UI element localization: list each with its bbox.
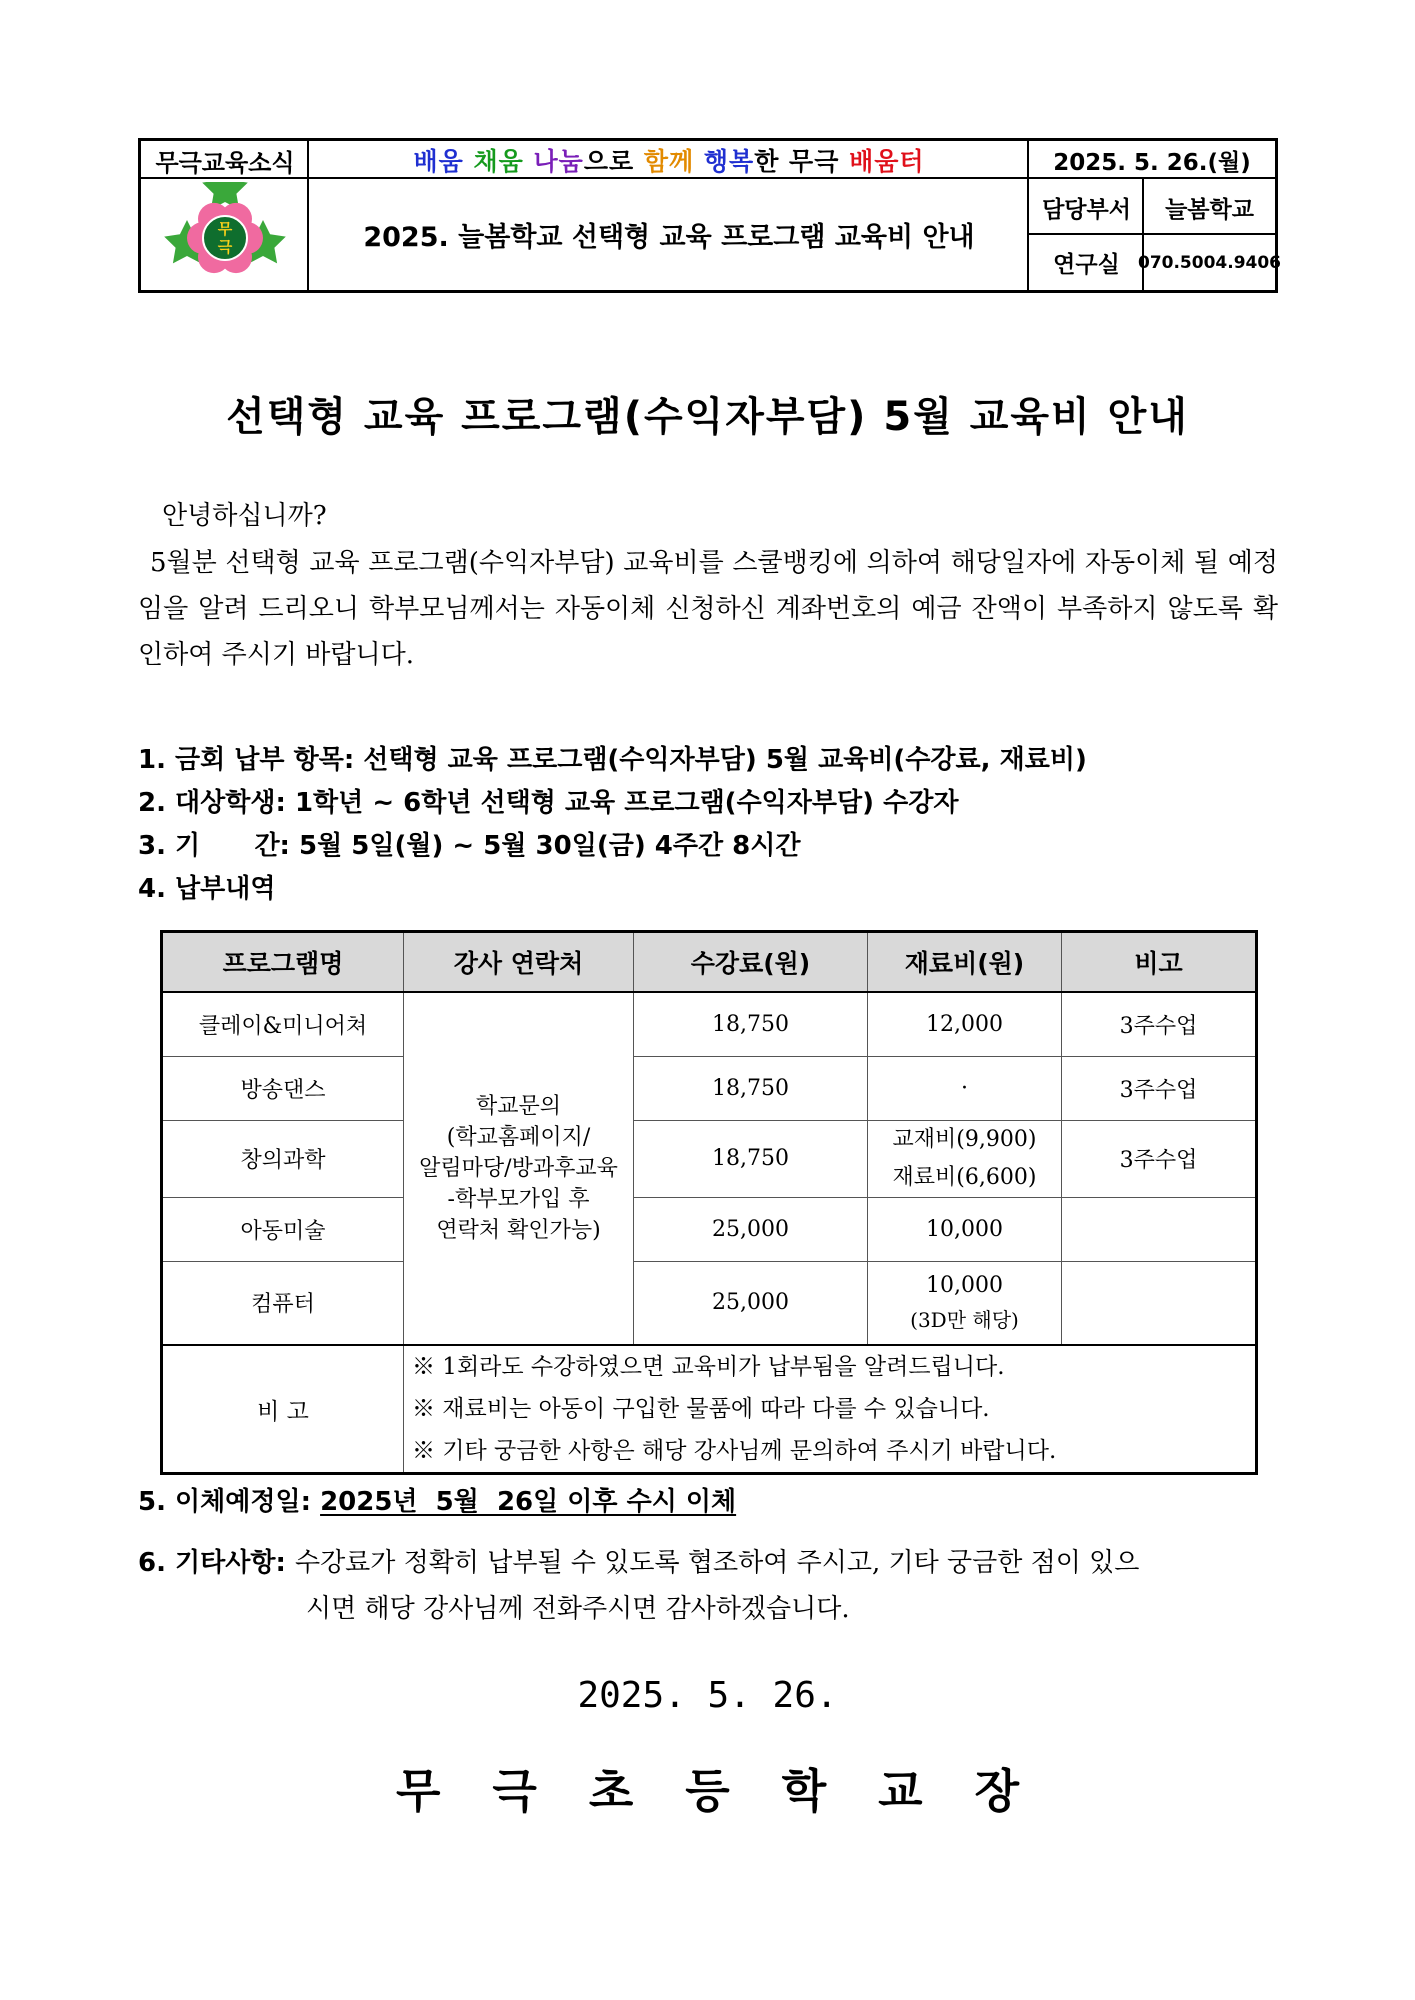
remark-line: ※ 1회라도 수강하였으면 교육비가 납부됨을 알려드립니다. [412,1354,1005,1380]
material-fee-line: 교재비(9,900) [892,1126,1037,1152]
payment-table [160,930,1258,1475]
item-5 [138,1482,1278,1522]
item-label: 5. 이체예정일: [138,1487,311,1517]
motto-word: 함께 [643,147,695,176]
material-fee: 12,000 [868,992,1062,1056]
motto-word [464,146,474,175]
material-fee [868,1120,1062,1197]
table-row [162,1056,1257,1120]
item-3 [138,826,1278,866]
material-fee-line: (3D만 해당) [910,1307,1019,1332]
school-logo [141,179,309,290]
item-label: 2. 대상학생: [138,788,286,818]
row-note: 3주수업 [1062,1120,1257,1197]
room-label: 연구실 [1053,252,1120,278]
item-6 [138,1543,1278,1583]
school-emblem-icon [155,182,295,288]
material-fee-line: 10,000 [926,1272,1003,1298]
table-row [162,1261,1257,1345]
transfer-date: 2025년 5월 26일 이후 수시 이체 [320,1487,737,1517]
motto-word: 나눔 [533,147,584,176]
item-value: 시면 해당 강사님께 전화주시면 감사하겠습니다. [306,1594,850,1624]
table-header-row [162,932,1257,993]
signature-date: 2025. 5. 26. [577,1675,838,1716]
item-label: 6. 기타사항: [138,1548,286,1578]
newsletter-header [138,138,1282,293]
item-label: 3. 기 간: [138,831,290,861]
item-value: 선택형 교육 프로그램(수익자부담) 5월 교육비(수강료, 재료비) [363,745,1087,775]
item-4 [138,869,1278,909]
tuition-fee: 18,750 [634,1120,868,1197]
item-value: 5월 5일(월) ~ 5월 30일(금) 4주간 8시간 [299,831,801,861]
school-motto [309,141,1029,179]
motto-word [694,146,704,175]
col-header-material: 재료비(원) [868,932,1062,993]
motto-word: 채움 [473,147,524,176]
remarks-text [404,1345,1257,1474]
dept-label: 담당부서 [1042,196,1131,223]
intro-paragraph: 5월분 선택형 교육 프로그램(수익자부담) 교육비를 스쿨뱅킹에 의하여 해당일자에 자동이체 될 예정임을 알려 드리오니 학부모님께서는 자동이체 신청하신 계좌번호의 예금 잔액이 부족하지 않도록 확인하여 주시기 바랍니다. [138,548,1278,670]
tuition-fee: 18,750 [634,992,868,1056]
item-1 [138,740,1278,780]
motto-word [524,146,534,175]
program-name: 창의과학 [162,1120,404,1197]
program-name: 컴퓨터 [162,1261,404,1345]
row-note [1062,1261,1257,1345]
row-note: 3주수업 [1062,1056,1257,1120]
dept-value: 늘봄학교 [1165,196,1254,223]
header-title: 2025. 늘봄학교 선택형 교육 프로그램 교육비 안내 [363,222,975,253]
col-header-program: 프로그램명 [162,932,404,993]
tuition-fee: 25,000 [634,1261,868,1345]
material-fee [868,1261,1062,1345]
col-header-contact: 강사 연락처 [404,932,634,993]
document-title: 선택형 교육 프로그램(수익자부담) 5월 교육비 안내 [226,394,1189,440]
tuition-fee: 25,000 [634,1197,868,1261]
tuition-fee: 18,750 [634,1056,868,1120]
news-label: 무극교육소식 [155,148,295,177]
program-name: 아동미술 [162,1197,404,1261]
table-row [162,1197,1257,1261]
material-fee: 10,000 [868,1197,1062,1261]
item-2 [138,783,1278,823]
remarks-label: 비 고 [162,1345,404,1474]
svg-text:극: 극 [217,237,233,256]
program-name: 클레이&미니어쳐 [162,992,404,1056]
remark-line: ※ 기타 궁금한 사항은 해당 강사님께 문의하여 주시기 바랍니다. [412,1438,1057,1464]
row-note [1062,1197,1257,1261]
header-date: 2025. 5. 26.(월) [1053,149,1251,176]
table-row [162,992,1257,1056]
motto-word: 으로 [583,147,644,176]
item-6-continued [306,1589,1278,1629]
item-value: 수강료가 정확히 납부될 수 있도록 협조하여 주시고, 기타 궁금한 점이 있으 [294,1548,1140,1578]
greeting: 안녕하십니까? [162,501,327,531]
row-note: 3주수업 [1062,992,1257,1056]
remark-line: ※ 재료비는 아동이 구입한 물품에 따라 다를 수 있습니다. [412,1396,990,1422]
col-header-fee: 수강료(원) [634,932,868,993]
instructor-contact: 학교문의 (학교홈페이지/ 알림마당/방과후교육 -학부모가입 후 연락처 확인가능) [404,992,634,1345]
item-label: 4. 납부내역 [138,874,276,904]
program-name: 방송댄스 [162,1056,404,1120]
item-value: 1학년 ~ 6학년 선택형 교육 프로그램(수익자부담) 수강자 [294,788,959,818]
item-label: 1. 금회 납부 항목: [138,745,355,775]
motto-word: 행복 [703,147,755,176]
school-principal: 무극초등학교장 [395,1764,1072,1818]
phone-number: 070.5004.9406 [1137,252,1282,273]
table-row [162,1120,1257,1197]
material-fee: · [868,1056,1062,1120]
svg-text:무: 무 [217,219,233,238]
material-fee-line: 재료비(6,600) [892,1164,1037,1190]
motto-word: 배움 [413,147,464,176]
col-header-note: 비고 [1062,932,1257,993]
remarks-row [162,1345,1257,1474]
motto-word: 한 무극 [754,147,850,176]
motto-word: 배움터 [849,147,925,176]
